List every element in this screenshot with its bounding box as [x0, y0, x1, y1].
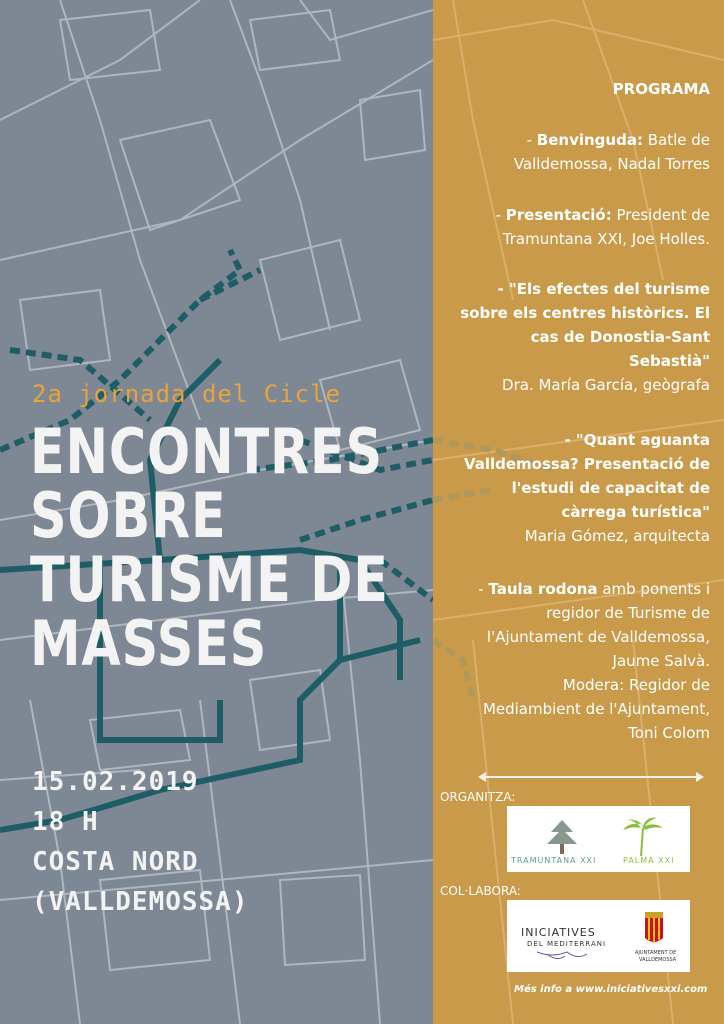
palm-tree-icon	[623, 818, 663, 856]
item-text: Mediambient de l'Ajuntament,	[482, 700, 710, 718]
item-text: l'Ajuntament de Valldemossa,	[486, 628, 710, 646]
item-text: President de	[611, 206, 710, 224]
talk-title-line: - "Els efectes del turisme	[497, 280, 710, 298]
item-bold: Benvinguda:	[536, 131, 643, 149]
talk-title-line: cas de Donostia-Sant	[530, 328, 710, 346]
logo-palma-text: PALMA XXI	[623, 856, 675, 865]
item-text: Jaume Salvà.	[612, 652, 710, 670]
more-info-link[interactable]: Més info a www.iniciativesxxi.com	[514, 984, 708, 995]
item-text: regidor de Turisme de	[546, 604, 710, 622]
collaborators-label: COL·LABORA:	[440, 884, 521, 898]
program-item-talk2	[464, 428, 710, 548]
event-subtitle: 2a jornada del Cicle	[32, 380, 341, 408]
event-time: 18 H	[32, 807, 99, 837]
logo-tramuntana-text: TRAMUNTANA XXI	[511, 856, 597, 865]
title-line: ENCONTRES	[30, 415, 383, 488]
event-title	[30, 415, 389, 680]
program-item-talk1	[460, 277, 710, 397]
logo-iniciatives-subtext: DEL MEDITERRANI	[527, 940, 607, 948]
program-item-roundtable	[478, 577, 710, 745]
event-info	[32, 762, 249, 922]
item-text: Batle de	[642, 131, 710, 149]
event-date: 15.02.2019	[32, 767, 199, 797]
talk-title-line: l'estudi de capacitat de	[511, 479, 710, 497]
title-line: TURISME DE	[30, 543, 389, 616]
talk-title-line: Sebastià"	[628, 352, 710, 370]
item-prefix: -	[526, 131, 537, 149]
organizers-logos	[507, 806, 690, 872]
item-text: Valldemossa, Nadal Torres	[513, 155, 710, 173]
double-arrow-divider	[480, 776, 702, 778]
item-text: Toni Colom	[628, 724, 710, 742]
title-line: SOBRE	[30, 479, 227, 552]
talk-speaker: Maria Gómez, arquitecta	[524, 527, 710, 545]
item-text: Modera: Regidor de	[562, 676, 710, 694]
item-text: Tramuntana XXI, Joe Holles.	[502, 230, 710, 248]
roots-icon	[537, 952, 587, 959]
talk-title-line: sobre els centres històrics. El	[460, 304, 710, 322]
program-item-welcome	[514, 128, 710, 176]
talk-title-line: càrrega turística"	[561, 503, 710, 521]
collaborators-logos	[507, 900, 690, 972]
coat-of-arms-icon	[645, 912, 663, 943]
item-text: amb ponents i	[597, 580, 710, 598]
talk-title-line: - "Quant aguanta	[564, 431, 710, 449]
item-prefix: -	[478, 580, 489, 598]
program-item-presentation	[496, 203, 710, 251]
organizers-label: ORGANITZA:	[440, 790, 516, 804]
event-venue: COSTA NORD	[32, 847, 199, 877]
item-bold: Presentació:	[505, 206, 612, 224]
event-venue-place: (VALLDEMOSSA)	[32, 887, 249, 917]
title-line: MASSES	[30, 607, 268, 680]
program-heading: PROGRAMA	[612, 80, 710, 98]
logo-ajuntament-subtext: VALLDEMOSSA	[639, 957, 677, 963]
logo-ajuntament-text: AJUNTAMENT DE	[635, 950, 677, 956]
item-bold: Taula rodona	[488, 580, 598, 598]
tree-logo-icon	[547, 820, 577, 854]
talk-speaker: Dra. María García, geògrafa	[502, 376, 710, 394]
item-prefix: -	[495, 206, 506, 224]
logo-iniciatives-text: INICIATIVES	[521, 926, 596, 939]
talk-title-line: Valldemossa? Presentació de	[463, 455, 710, 473]
